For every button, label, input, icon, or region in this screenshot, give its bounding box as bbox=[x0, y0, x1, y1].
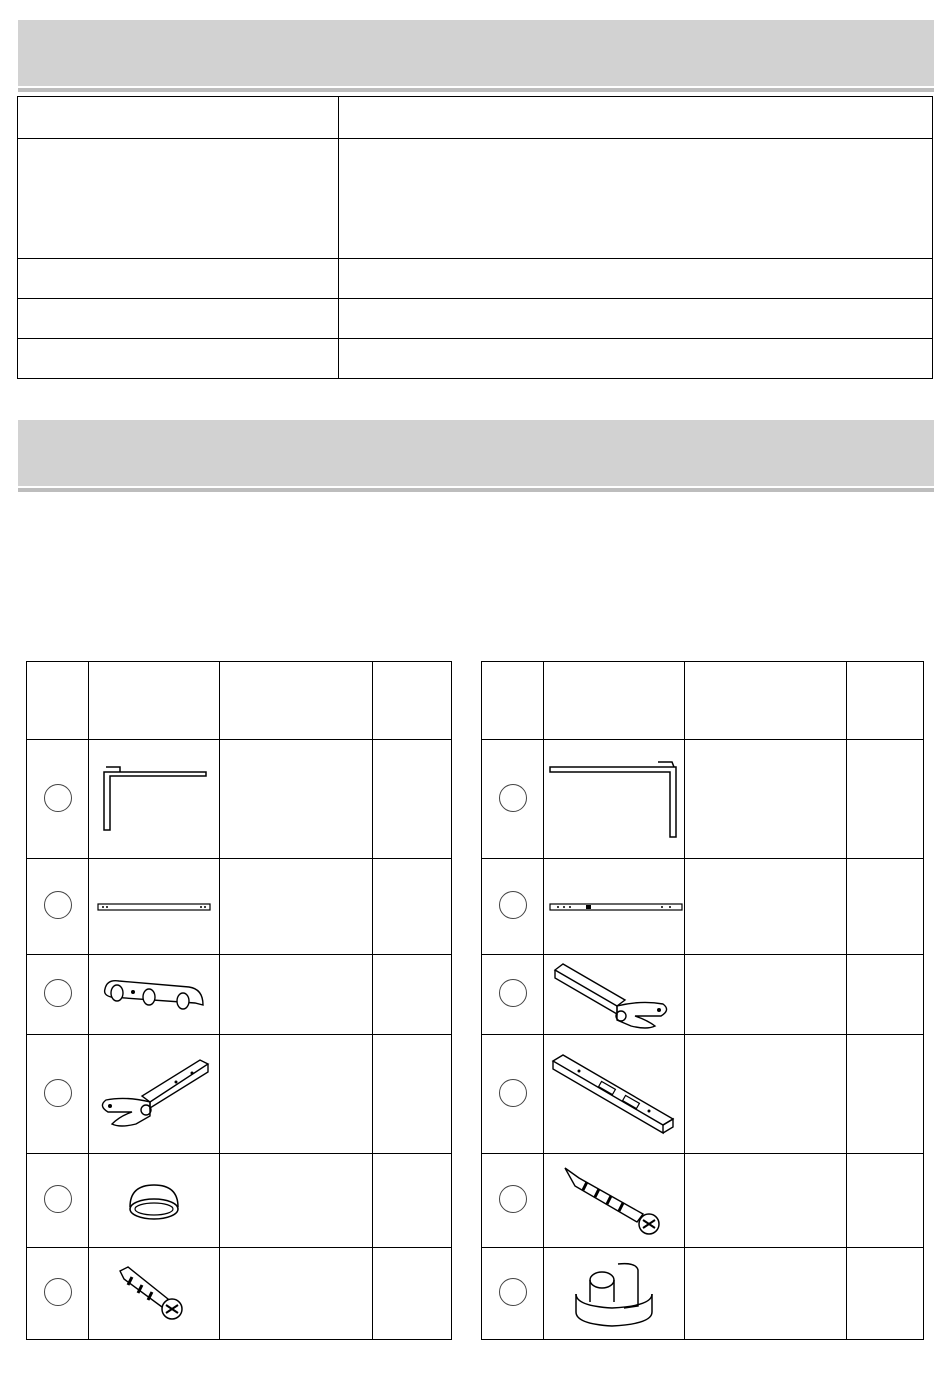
part-name bbox=[685, 955, 847, 1035]
header-picture bbox=[89, 662, 220, 740]
header-label bbox=[482, 662, 544, 740]
wood-screw-icon bbox=[559, 1164, 669, 1238]
part-qty bbox=[373, 1154, 452, 1248]
hinge-bracket-left-icon bbox=[96, 1056, 212, 1132]
parts-table bbox=[26, 661, 924, 1340]
part-name bbox=[220, 740, 373, 859]
spec-value bbox=[339, 339, 933, 379]
part-label-circle bbox=[499, 1079, 527, 1107]
part-picture bbox=[89, 1035, 220, 1154]
pipe-clip-icon bbox=[572, 1258, 656, 1330]
part-name bbox=[685, 859, 847, 955]
part-name bbox=[220, 1248, 373, 1340]
flat-bar-long-icon bbox=[548, 900, 684, 914]
spec-value bbox=[339, 139, 933, 259]
parts-row bbox=[27, 859, 924, 955]
part-label-circle bbox=[44, 1185, 72, 1213]
header-name bbox=[220, 662, 373, 740]
spec-row bbox=[18, 97, 933, 139]
parts-row bbox=[27, 1035, 924, 1154]
column-gap bbox=[452, 955, 482, 1035]
header-picture bbox=[544, 662, 685, 740]
part-label-circle bbox=[499, 1185, 527, 1213]
spec-value bbox=[339, 97, 933, 139]
part-qty bbox=[847, 859, 924, 955]
part-label-circle bbox=[44, 979, 72, 1007]
column-gap bbox=[452, 662, 482, 740]
spec-label bbox=[18, 139, 339, 259]
part-label-circle bbox=[499, 979, 527, 1007]
part-picture bbox=[544, 859, 685, 955]
part-picture bbox=[89, 1248, 220, 1340]
banner-rule bbox=[18, 488, 934, 492]
part-qty bbox=[847, 1248, 924, 1340]
part-name bbox=[220, 955, 373, 1035]
part-qty bbox=[373, 740, 452, 859]
spec-label bbox=[18, 259, 339, 299]
part-picture bbox=[89, 859, 220, 955]
part-picture bbox=[544, 1248, 685, 1340]
part-picture bbox=[544, 1154, 685, 1248]
part-label-circle bbox=[499, 891, 527, 919]
part-label-circle bbox=[44, 1079, 72, 1107]
parts-row bbox=[27, 955, 924, 1035]
spec-row bbox=[18, 299, 933, 339]
part-qty bbox=[373, 955, 452, 1035]
part-label-circle bbox=[44, 784, 72, 812]
parts-row bbox=[27, 740, 924, 859]
spec-label bbox=[18, 339, 339, 379]
part-name bbox=[685, 1154, 847, 1248]
part-name bbox=[220, 1154, 373, 1248]
short-screw-icon bbox=[116, 1265, 192, 1323]
spec-value bbox=[339, 259, 933, 299]
part-qty bbox=[847, 1035, 924, 1154]
part-name bbox=[685, 740, 847, 859]
spec-label bbox=[18, 97, 339, 139]
spec-label bbox=[18, 299, 339, 339]
hinge-bracket-right-icon bbox=[551, 960, 677, 1030]
channel-bracket-icon bbox=[549, 1049, 679, 1139]
part-qty bbox=[373, 859, 452, 955]
column-gap bbox=[452, 1248, 482, 1340]
part-qty bbox=[847, 740, 924, 859]
part-label-circle bbox=[499, 1278, 527, 1306]
part-label-circle bbox=[44, 1278, 72, 1306]
part-qty bbox=[373, 1035, 452, 1154]
spec-row bbox=[18, 259, 933, 299]
section-banner-1 bbox=[18, 20, 934, 86]
column-gap bbox=[452, 740, 482, 859]
part-name bbox=[685, 1248, 847, 1340]
part-qty bbox=[847, 1154, 924, 1248]
parts-row bbox=[27, 1154, 924, 1248]
part-label-circle bbox=[44, 891, 72, 919]
l-rod-icon bbox=[98, 764, 210, 834]
part-name bbox=[685, 1035, 847, 1154]
spec-table bbox=[17, 96, 933, 379]
flat-bar-icon bbox=[96, 900, 212, 914]
header-name bbox=[685, 662, 847, 740]
part-qty bbox=[847, 955, 924, 1035]
part-label-circle bbox=[499, 784, 527, 812]
spec-value bbox=[339, 299, 933, 339]
parts-header-row bbox=[27, 662, 924, 740]
spec-row bbox=[18, 139, 933, 259]
header-label bbox=[27, 662, 89, 740]
column-gap bbox=[452, 1154, 482, 1248]
part-picture bbox=[544, 740, 685, 859]
part-name bbox=[220, 1035, 373, 1154]
part-picture bbox=[89, 740, 220, 859]
cap-icon bbox=[124, 1179, 184, 1223]
part-picture bbox=[544, 1035, 685, 1154]
knob-plate-icon bbox=[99, 975, 209, 1015]
header-qty bbox=[373, 662, 452, 740]
spec-row bbox=[18, 339, 933, 379]
l-rod-long-icon bbox=[548, 759, 684, 839]
part-name bbox=[220, 859, 373, 955]
header-qty bbox=[847, 662, 924, 740]
part-qty bbox=[373, 1248, 452, 1340]
part-picture bbox=[89, 955, 220, 1035]
section-banner-2 bbox=[18, 420, 934, 486]
part-picture bbox=[544, 955, 685, 1035]
column-gap bbox=[452, 859, 482, 955]
parts-row bbox=[27, 1248, 924, 1340]
column-gap bbox=[452, 1035, 482, 1154]
part-picture bbox=[89, 1154, 220, 1248]
banner-rule bbox=[18, 88, 934, 92]
